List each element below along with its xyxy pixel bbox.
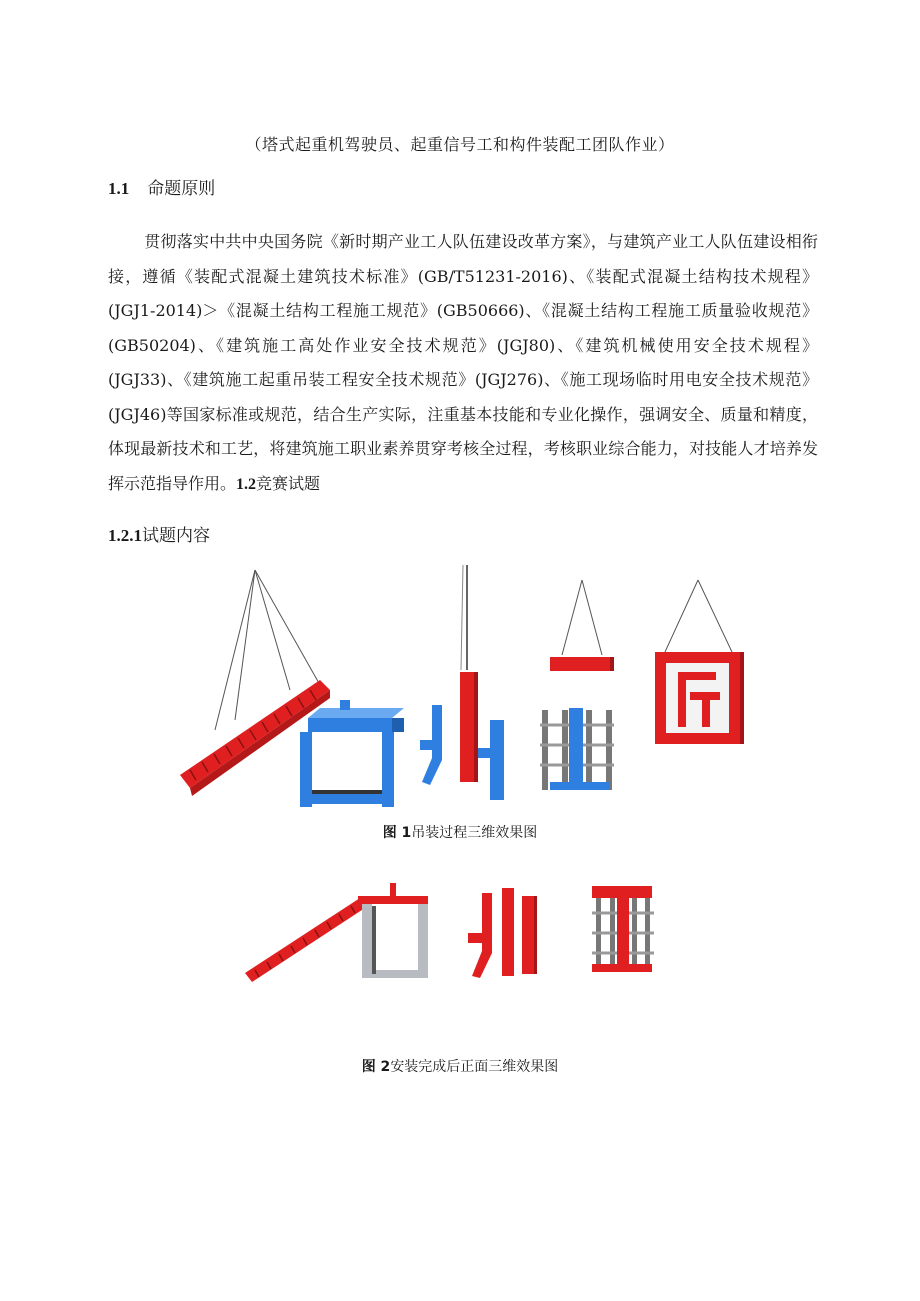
section-number: 1.2.1 [108, 526, 142, 545]
inline-heading-title: 竞赛试题 [256, 473, 321, 493]
staircase-component [245, 883, 428, 982]
figure-2-installed-view [240, 878, 680, 993]
beam-and-column-component [592, 886, 654, 972]
inline-heading-number: 1.2 [236, 475, 257, 493]
subtitle: （塔式起重机驾驶员、起重信号工和构件装配工团队作业） [245, 135, 675, 154]
figure-caption-text: 安装完成后正面三维效果图 [390, 1059, 559, 1075]
beam-and-column-component [540, 580, 614, 790]
section-heading-1-2-1 [108, 521, 210, 546]
wall-component [468, 888, 537, 978]
section-title: 试题内容 [142, 526, 210, 546]
section-title: 命题原则 [147, 179, 216, 199]
figure-number: 图 1 [382, 825, 412, 841]
figure-caption-text: 吊装过程三维效果图 [411, 825, 538, 841]
section-heading-1-1 [108, 174, 215, 199]
panel-component [655, 580, 744, 744]
body-paragraph [108, 225, 818, 502]
column-frame-component [362, 904, 428, 978]
figure-1-lifting-process [170, 560, 750, 815]
paragraph-text: 贯彻落实中共中央国务院《新时期产业工人队伍建设改革方案》，与建筑产业工人队伍建设相衔接，遵循《装配式混凝土建筑技术标准》(GB/T51231-2016)、《装配式混凝土结构技术规程》(JGJ1-2014)＞《混凝土结构工程施工规范》(GB50666)、《混凝土结构工程施工质量验收规范》(GB50204)、《建筑施工高处作业安全技术规范》(JGJ80)、《建筑机械使用安全技术规程》(JGJ33)、《建筑施工起重吊装工程安全技术规范》(JGJ276)、《施工现场临时用电安全技术规范》(JGJ46)等国家标准或规范，结合生产实际，注重基本技能和专业化操作，强调安全、质量和精度，体现最新技术和工艺，将建筑施工职业素养贯穿考核全过程，考核职业综合能力，对技能人才培养发挥示范指导作用。 [108, 232, 818, 493]
column-frame-component [300, 700, 404, 807]
figure-2-caption [0, 1056, 920, 1076]
figure-number: 图 2 [361, 1059, 391, 1075]
section-number: 1.1 [108, 179, 130, 198]
wall-component [420, 565, 504, 800]
figure-1-caption [0, 822, 920, 842]
